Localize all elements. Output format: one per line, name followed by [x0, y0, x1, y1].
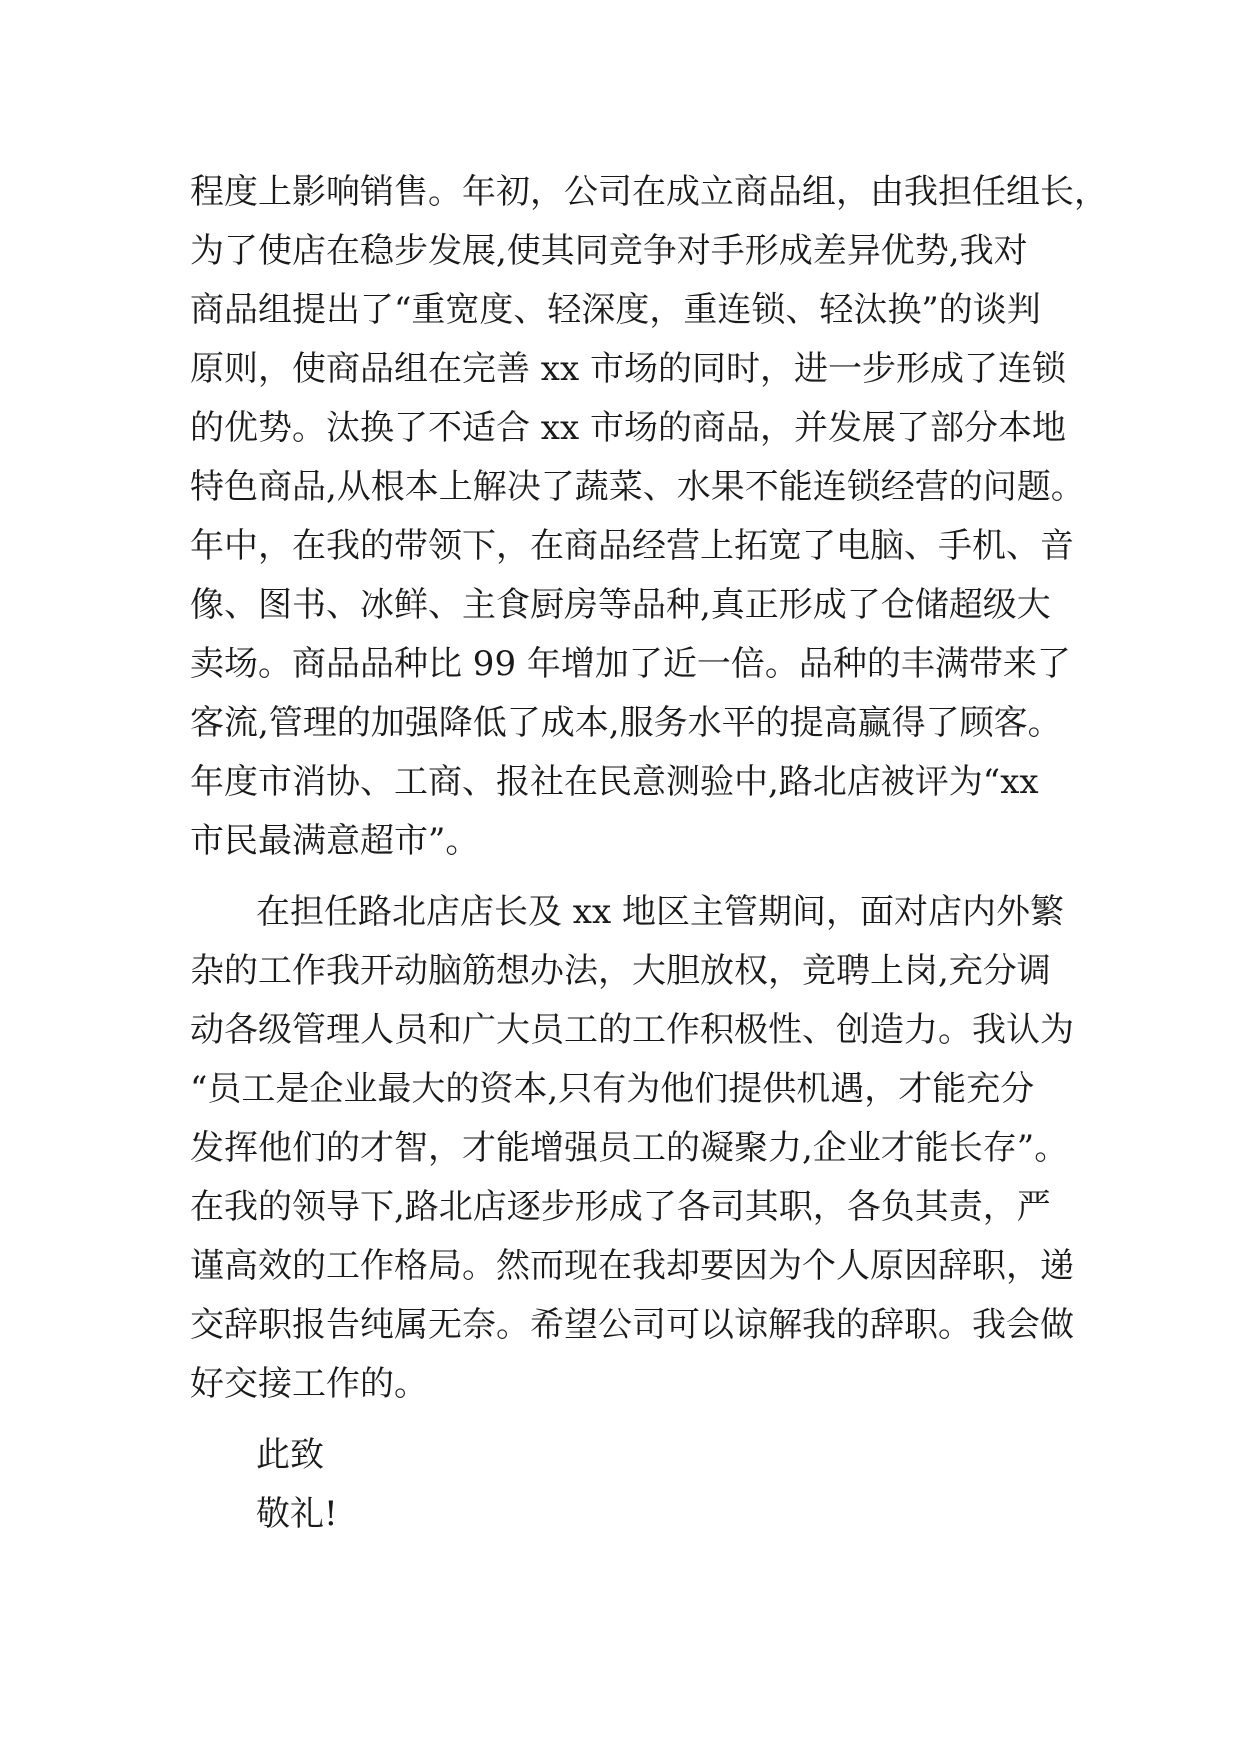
- text-line: 在担任路北店店长及 xx 地区主管期间，面对店内外繁: [256, 892, 1064, 932]
- text-line: 杂的工作我开动脑筋想办法，大胆放权，竞聘上岗,充分调: [190, 951, 1051, 991]
- text-line: 发挥他们的才智，才能增强员工的凝聚力,企业才能长存”。: [190, 1128, 1069, 1168]
- text-line: 特色商品,从根本上解决了蔬菜、水果不能连锁经营的问题。: [190, 467, 1085, 507]
- text-line: 交辞职报告纯属无奈。希望公司可以谅解我的辞职。我会做: [190, 1305, 1074, 1345]
- closing-text: 此致: [256, 1435, 324, 1475]
- document-body: [190, 163, 1108, 1544]
- text-line: 年度市消协、工商、报社在民意测验中,路北店被评为“xx: [190, 762, 1039, 802]
- text-line: 动各级管理人员和广大员工的工作积极性、创造力。我认为: [190, 1010, 1074, 1050]
- text-line: 谨高效的工作格局。然而现在我却要因为个人原因辞职，递: [190, 1246, 1074, 1286]
- text-line: 客流,管理的加强降低了成本,服务水平的提高赢得了顾客。: [190, 703, 1062, 743]
- text-line: 原则，使商品组在完善 xx 市场的同时，进一步形成了连锁: [190, 349, 1066, 389]
- text-line: 商品组提出了“重宽度、轻深度，重连锁、轻汰换”的谈判: [190, 290, 1041, 330]
- paragraph-2: [190, 883, 1074, 1414]
- paragraph-1: [190, 163, 1108, 871]
- text-line: 为了使店在稳步发展,使其同竞争对手形成差异优势,我对: [190, 231, 1028, 271]
- text-line: 的优势。汰换了不适合 xx 市场的商品，并发展了部分本地: [190, 408, 1066, 448]
- text-line: 好交接工作的。: [190, 1364, 428, 1404]
- text-line: 像、图书、冰鲜、主食厨房等品种,真正形成了仓储超级大: [190, 585, 1051, 625]
- salutation-text: 敬礼!: [256, 1494, 338, 1534]
- text-line: 市民最满意超市”。: [190, 821, 480, 861]
- text-line: 在我的领导下,路北店逐步形成了各司其职，各负其责，严: [190, 1187, 1051, 1227]
- text-line: “员工是企业最大的资本,只有为他们提供机遇，才能充分: [190, 1069, 1035, 1109]
- text-line: 年中，在我的带领下，在商品经营上拓宽了电脑、手机、音: [190, 526, 1074, 566]
- text-line: 卖场。商品品种比 99 年增加了近一倍。品种的丰满带来了: [190, 644, 1071, 684]
- text-line: 程度上影响销售。年初，公司在成立商品组，由我担任组长，: [190, 172, 1108, 212]
